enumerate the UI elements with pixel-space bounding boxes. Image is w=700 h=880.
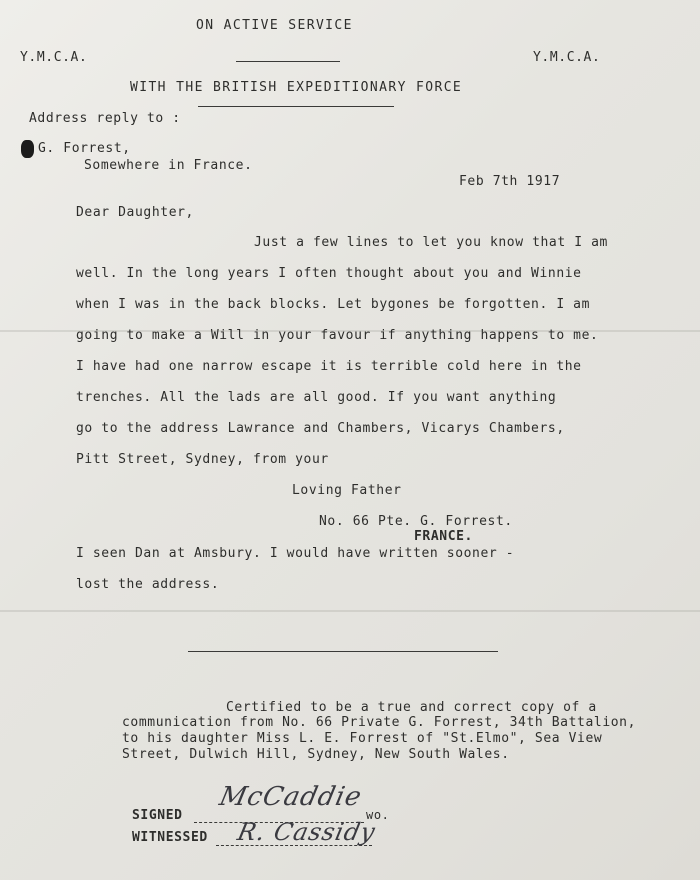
certification-line: communication from No. 66 Private G. Forrest, 34th Battalion, (122, 715, 637, 730)
body-line: when I was in the back blocks. Let bygones be forgotten. I am (76, 297, 591, 312)
reply-place: Somewhere in France. (84, 158, 253, 173)
certification-line: to his daughter Miss L. E. Forrest of "St.Elmo", Sea View (122, 731, 603, 746)
postscript-line: lost the address. (76, 577, 220, 592)
signed-suffix: wo. (366, 808, 390, 822)
body-line: Pitt Street, Sydney, from your (76, 452, 329, 467)
body-line: trenches. All the lads are all good. If you want anything (76, 390, 557, 405)
header-rule-long (198, 106, 394, 107)
ymca-right: Y.M.C.A. (533, 50, 601, 65)
valediction: Loving Father (292, 483, 402, 498)
reply-name: G. Forrest, (38, 141, 131, 156)
witnessed-label: WITNESSED (132, 830, 208, 845)
ymca-left: Y.M.C.A. (20, 50, 88, 65)
section-divider (188, 651, 498, 652)
witnessed-signature: R. Cassidy (235, 818, 379, 846)
reply-label: Address reply to : (29, 111, 181, 126)
certification-line: Street, Dulwich Hill, Sydney, New South Wales. (122, 747, 510, 762)
body-line: go to the address Lawrance and Chambers, Vicarys Chambers, (76, 421, 565, 436)
header-rule-short (236, 61, 340, 62)
expeditionary-force-heading: WITH THE BRITISH EXPEDITIONARY FORCE (130, 80, 463, 95)
signed-signature: McCaddie (216, 782, 365, 812)
body-line: I have had one narrow escape it is terrible cold here in the (76, 359, 582, 374)
ink-blot (21, 140, 34, 158)
body-line: well. In the long years I often thought about you and Winnie (76, 266, 582, 281)
paper-fold (0, 610, 700, 612)
sender-location: FRANCE. (414, 529, 473, 544)
postscript-line: I seen Dan at Amsbury. I would have written sooner - (76, 546, 515, 561)
signed-label: SIGNED (132, 808, 183, 823)
body-line: going to make a Will in your favour if anything happens to me. (76, 328, 599, 343)
active-service-heading: ON ACTIVE SERVICE (196, 18, 353, 33)
certification-line: Certified to be a true and correct copy of a (226, 700, 597, 715)
letter-date: Feb 7th 1917 (459, 174, 561, 189)
sender-signature: No. 66 Pte. G. Forrest. (319, 514, 513, 529)
body-line: Just a few lines to let you know that I am (254, 235, 608, 250)
salutation: Dear Daughter, (76, 205, 194, 220)
